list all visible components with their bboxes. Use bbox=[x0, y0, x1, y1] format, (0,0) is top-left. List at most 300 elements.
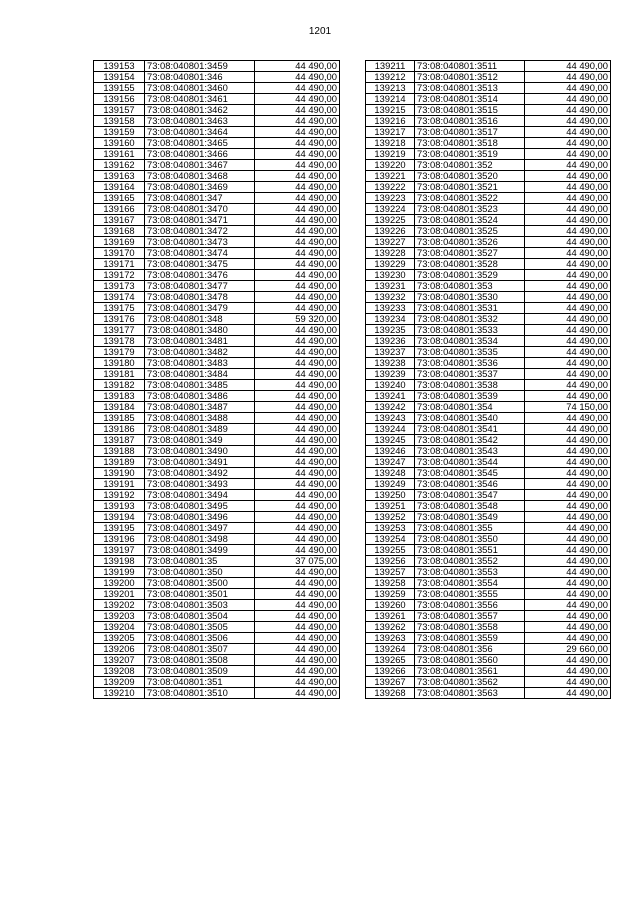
table-row bbox=[366, 336, 611, 347]
cadastral-number-cell: 73:08:040801:347 bbox=[145, 193, 255, 204]
cadastral-number-cell: 73:08:040801:3464 bbox=[145, 127, 255, 138]
table-row bbox=[366, 677, 611, 688]
cadastral-number-cell: 73:08:040801:3514 bbox=[415, 94, 525, 105]
table-row bbox=[366, 94, 611, 105]
table-row bbox=[366, 490, 611, 501]
record-number-cell: 139165 bbox=[94, 193, 145, 204]
value-cell: 44 490,00 bbox=[255, 182, 340, 193]
value-cell: 44 490,00 bbox=[255, 413, 340, 424]
value-cell: 44 490,00 bbox=[525, 556, 611, 567]
table-row bbox=[366, 413, 611, 424]
table-row bbox=[366, 468, 611, 479]
record-number-cell: 139258 bbox=[366, 578, 415, 589]
cadastral-number-cell: 73:08:040801:351 bbox=[145, 677, 255, 688]
cadastral-number-cell: 73:08:040801:3513 bbox=[415, 83, 525, 94]
value-cell: 44 490,00 bbox=[255, 336, 340, 347]
cadastral-number-cell: 73:08:040801:3506 bbox=[145, 633, 255, 644]
record-number-cell: 139188 bbox=[94, 446, 145, 457]
value-cell: 44 490,00 bbox=[255, 468, 340, 479]
record-number-cell: 139187 bbox=[94, 435, 145, 446]
table-row bbox=[366, 523, 611, 534]
record-number-cell: 139164 bbox=[94, 182, 145, 193]
table-row bbox=[94, 61, 340, 72]
value-cell: 44 490,00 bbox=[255, 193, 340, 204]
record-number-cell: 139203 bbox=[94, 611, 145, 622]
cadastral-number-cell: 73:08:040801:3491 bbox=[145, 457, 255, 468]
value-cell: 44 490,00 bbox=[255, 226, 340, 237]
record-number-cell: 139260 bbox=[366, 600, 415, 611]
cadastral-number-cell: 73:08:040801:3544 bbox=[415, 457, 525, 468]
table-row bbox=[366, 446, 611, 457]
record-number-cell: 139182 bbox=[94, 380, 145, 391]
table-row bbox=[366, 611, 611, 622]
record-number-cell: 139212 bbox=[366, 72, 415, 83]
record-number-cell: 139246 bbox=[366, 446, 415, 457]
cadastral-number-cell: 73:08:040801:3472 bbox=[145, 226, 255, 237]
value-cell: 44 490,00 bbox=[255, 127, 340, 138]
record-number-cell: 139236 bbox=[366, 336, 415, 347]
table-row bbox=[366, 325, 611, 336]
value-cell: 44 490,00 bbox=[525, 270, 611, 281]
record-number-cell: 139228 bbox=[366, 248, 415, 259]
table-row bbox=[366, 226, 611, 237]
table-row bbox=[366, 314, 611, 325]
table-row bbox=[94, 281, 340, 292]
table-row bbox=[366, 270, 611, 281]
record-number-cell: 139204 bbox=[94, 622, 145, 633]
cadastral-number-cell: 73:08:040801:3474 bbox=[145, 248, 255, 259]
table-row bbox=[366, 303, 611, 314]
value-cell: 44 490,00 bbox=[525, 578, 611, 589]
value-cell: 44 490,00 bbox=[525, 358, 611, 369]
value-cell: 29 660,00 bbox=[525, 644, 611, 655]
cadastral-number-cell: 73:08:040801:3498 bbox=[145, 534, 255, 545]
record-number-cell: 139192 bbox=[94, 490, 145, 501]
table-row bbox=[94, 644, 340, 655]
value-cell: 44 490,00 bbox=[525, 72, 611, 83]
value-cell: 44 490,00 bbox=[255, 116, 340, 127]
table-row bbox=[94, 182, 340, 193]
value-cell: 44 490,00 bbox=[255, 215, 340, 226]
record-number-cell: 139224 bbox=[366, 204, 415, 215]
cadastral-number-cell: 73:08:040801:356 bbox=[415, 644, 525, 655]
value-cell: 44 490,00 bbox=[255, 72, 340, 83]
record-number-cell: 139238 bbox=[366, 358, 415, 369]
value-cell: 44 490,00 bbox=[255, 622, 340, 633]
record-number-cell: 139207 bbox=[94, 655, 145, 666]
table-row bbox=[366, 347, 611, 358]
record-number-cell: 139158 bbox=[94, 116, 145, 127]
page-number: 1201 bbox=[308, 26, 332, 37]
record-number-cell: 139189 bbox=[94, 457, 145, 468]
cadastral-number-cell: 73:08:040801:3542 bbox=[415, 435, 525, 446]
record-number-cell: 139183 bbox=[94, 391, 145, 402]
record-number-cell: 139256 bbox=[366, 556, 415, 567]
value-cell: 44 490,00 bbox=[255, 611, 340, 622]
table-row bbox=[94, 204, 340, 215]
value-cell: 44 490,00 bbox=[525, 424, 611, 435]
cadastral-number-cell: 73:08:040801:3511 bbox=[415, 61, 525, 72]
cadastral-number-cell: 73:08:040801:3487 bbox=[145, 402, 255, 413]
record-number-cell: 139157 bbox=[94, 105, 145, 116]
record-number-cell: 139247 bbox=[366, 457, 415, 468]
value-cell: 44 490,00 bbox=[255, 688, 340, 699]
record-number-cell: 139171 bbox=[94, 259, 145, 270]
table-row bbox=[94, 94, 340, 105]
record-number-cell: 139174 bbox=[94, 292, 145, 303]
cadastral-number-cell: 73:08:040801:3466 bbox=[145, 149, 255, 160]
value-cell: 44 490,00 bbox=[525, 501, 611, 512]
table-row bbox=[94, 666, 340, 677]
value-cell: 44 490,00 bbox=[525, 193, 611, 204]
record-number-cell: 139257 bbox=[366, 567, 415, 578]
value-cell: 44 490,00 bbox=[255, 666, 340, 677]
table-row bbox=[366, 424, 611, 435]
value-cell: 44 490,00 bbox=[525, 105, 611, 116]
cadastral-number-cell: 73:08:040801:3473 bbox=[145, 237, 255, 248]
record-number-cell: 139160 bbox=[94, 138, 145, 149]
value-cell: 44 490,00 bbox=[525, 490, 611, 501]
cadastral-number-cell: 73:08:040801:3540 bbox=[415, 413, 525, 424]
cadastral-number-cell: 73:08:040801:3497 bbox=[145, 523, 255, 534]
table-row bbox=[94, 237, 340, 248]
value-cell: 44 490,00 bbox=[525, 149, 611, 160]
cadastral-number-cell: 73:08:040801:3515 bbox=[415, 105, 525, 116]
record-number-cell: 139262 bbox=[366, 622, 415, 633]
value-cell: 44 490,00 bbox=[255, 391, 340, 402]
table-row bbox=[366, 204, 611, 215]
table-row bbox=[94, 160, 340, 171]
value-cell: 44 490,00 bbox=[525, 138, 611, 149]
record-number-cell: 139231 bbox=[366, 281, 415, 292]
table-row bbox=[94, 556, 340, 567]
record-number-cell: 139193 bbox=[94, 501, 145, 512]
record-number-cell: 139259 bbox=[366, 589, 415, 600]
record-number-cell: 139170 bbox=[94, 248, 145, 259]
record-number-cell: 139268 bbox=[366, 688, 415, 699]
value-cell: 44 490,00 bbox=[525, 633, 611, 644]
cadastral-number-cell: 73:08:040801:3479 bbox=[145, 303, 255, 314]
value-cell: 44 490,00 bbox=[525, 226, 611, 237]
cadastral-number-cell: 73:08:040801:3503 bbox=[145, 600, 255, 611]
table-row bbox=[94, 424, 340, 435]
cadastral-number-cell: 73:08:040801:3546 bbox=[415, 479, 525, 490]
table-row bbox=[366, 534, 611, 545]
value-cell: 44 490,00 bbox=[525, 314, 611, 325]
record-number-cell: 139211 bbox=[366, 61, 415, 72]
cadastral-number-cell: 73:08:040801:3477 bbox=[145, 281, 255, 292]
record-number-cell: 139248 bbox=[366, 468, 415, 479]
cadastral-number-cell: 73:08:040801:3553 bbox=[415, 567, 525, 578]
cadastral-number-cell: 73:08:040801:3535 bbox=[415, 347, 525, 358]
cadastral-number-cell: 73:08:040801:3518 bbox=[415, 138, 525, 149]
record-number-cell: 139154 bbox=[94, 72, 145, 83]
record-number-cell: 139168 bbox=[94, 226, 145, 237]
value-cell: 44 490,00 bbox=[525, 413, 611, 424]
cadastral-number-cell: 73:08:040801:3482 bbox=[145, 347, 255, 358]
cadastral-number-cell: 73:08:040801:3534 bbox=[415, 336, 525, 347]
value-cell: 44 490,00 bbox=[255, 655, 340, 666]
table-row bbox=[366, 171, 611, 182]
value-cell: 44 490,00 bbox=[255, 138, 340, 149]
left-table-body bbox=[94, 61, 340, 699]
cadastral-number-cell: 73:08:040801:3496 bbox=[145, 512, 255, 523]
value-cell: 44 490,00 bbox=[255, 589, 340, 600]
value-cell: 44 490,00 bbox=[255, 358, 340, 369]
cadastral-number-cell: 73:08:040801:3557 bbox=[415, 611, 525, 622]
right-registry-table bbox=[365, 60, 611, 699]
record-number-cell: 139245 bbox=[366, 435, 415, 446]
cadastral-number-cell: 73:08:040801:3523 bbox=[415, 204, 525, 215]
table-row bbox=[94, 413, 340, 424]
record-number-cell: 139233 bbox=[366, 303, 415, 314]
cadastral-number-cell: 73:08:040801:3551 bbox=[415, 545, 525, 556]
table-row bbox=[366, 457, 611, 468]
record-number-cell: 139167 bbox=[94, 215, 145, 226]
cadastral-number-cell: 73:08:040801:3499 bbox=[145, 545, 255, 556]
record-number-cell: 139210 bbox=[94, 688, 145, 699]
value-cell: 44 490,00 bbox=[525, 83, 611, 94]
table-row bbox=[94, 193, 340, 204]
value-cell: 59 320,00 bbox=[255, 314, 340, 325]
record-number-cell: 139156 bbox=[94, 94, 145, 105]
table-row bbox=[366, 622, 611, 633]
record-number-cell: 139226 bbox=[366, 226, 415, 237]
table-row bbox=[94, 578, 340, 589]
value-cell: 44 490,00 bbox=[525, 666, 611, 677]
cadastral-number-cell: 73:08:040801:3548 bbox=[415, 501, 525, 512]
table-row bbox=[366, 116, 611, 127]
value-cell: 44 490,00 bbox=[255, 281, 340, 292]
table-row bbox=[366, 633, 611, 644]
table-row bbox=[366, 182, 611, 193]
record-number-cell: 139205 bbox=[94, 633, 145, 644]
cadastral-number-cell: 73:08:040801:3530 bbox=[415, 292, 525, 303]
cadastral-number-cell: 73:08:040801:3494 bbox=[145, 490, 255, 501]
record-number-cell: 139179 bbox=[94, 347, 145, 358]
cadastral-number-cell: 73:08:040801:3559 bbox=[415, 633, 525, 644]
cadastral-number-cell: 73:08:040801:3481 bbox=[145, 336, 255, 347]
table-row bbox=[366, 545, 611, 556]
cadastral-number-cell: 73:08:040801:3541 bbox=[415, 424, 525, 435]
value-cell: 44 490,00 bbox=[525, 446, 611, 457]
value-cell: 44 490,00 bbox=[255, 94, 340, 105]
value-cell: 44 490,00 bbox=[255, 61, 340, 72]
record-number-cell: 139221 bbox=[366, 171, 415, 182]
record-number-cell: 139249 bbox=[366, 479, 415, 490]
record-number-cell: 139161 bbox=[94, 149, 145, 160]
value-cell: 44 490,00 bbox=[525, 94, 611, 105]
right-table-body bbox=[366, 61, 611, 699]
table-row bbox=[94, 358, 340, 369]
value-cell: 44 490,00 bbox=[255, 435, 340, 446]
cadastral-number-cell: 73:08:040801:3537 bbox=[415, 369, 525, 380]
record-number-cell: 139162 bbox=[94, 160, 145, 171]
value-cell: 44 490,00 bbox=[525, 182, 611, 193]
value-cell: 44 490,00 bbox=[255, 644, 340, 655]
value-cell: 44 490,00 bbox=[525, 116, 611, 127]
cadastral-number-cell: 73:08:040801:3467 bbox=[145, 160, 255, 171]
record-number-cell: 139208 bbox=[94, 666, 145, 677]
value-cell: 44 490,00 bbox=[525, 171, 611, 182]
cadastral-number-cell: 73:08:040801:3562 bbox=[415, 677, 525, 688]
table-row bbox=[94, 523, 340, 534]
table-row bbox=[366, 556, 611, 567]
cadastral-number-cell: 73:08:040801:3525 bbox=[415, 226, 525, 237]
cadastral-number-cell: 73:08:040801:3476 bbox=[145, 270, 255, 281]
cadastral-number-cell: 73:08:040801:3536 bbox=[415, 358, 525, 369]
value-cell: 44 490,00 bbox=[255, 534, 340, 545]
cadastral-number-cell: 73:08:040801:3556 bbox=[415, 600, 525, 611]
value-cell: 37 075,00 bbox=[255, 556, 340, 567]
value-cell: 44 490,00 bbox=[525, 622, 611, 633]
table-row bbox=[366, 193, 611, 204]
table-row bbox=[94, 501, 340, 512]
cadastral-number-cell: 73:08:040801:3462 bbox=[145, 105, 255, 116]
value-cell: 44 490,00 bbox=[255, 248, 340, 259]
value-cell: 44 490,00 bbox=[255, 490, 340, 501]
record-number-cell: 139234 bbox=[366, 314, 415, 325]
value-cell: 44 490,00 bbox=[525, 380, 611, 391]
table-row bbox=[94, 83, 340, 94]
cadastral-number-cell: 73:08:040801:3563 bbox=[415, 688, 525, 699]
value-cell: 44 490,00 bbox=[255, 567, 340, 578]
value-cell: 44 490,00 bbox=[525, 512, 611, 523]
value-cell: 44 490,00 bbox=[525, 523, 611, 534]
table-row bbox=[366, 688, 611, 699]
cadastral-number-cell: 73:08:040801:3505 bbox=[145, 622, 255, 633]
value-cell: 44 490,00 bbox=[525, 688, 611, 699]
table-row bbox=[366, 237, 611, 248]
record-number-cell: 139222 bbox=[366, 182, 415, 193]
table-row bbox=[94, 655, 340, 666]
cadastral-number-cell: 73:08:040801:3521 bbox=[415, 182, 525, 193]
cadastral-number-cell: 73:08:040801:355 bbox=[415, 523, 525, 534]
record-number-cell: 139254 bbox=[366, 534, 415, 545]
record-number-cell: 139190 bbox=[94, 468, 145, 479]
value-cell: 44 490,00 bbox=[255, 578, 340, 589]
value-cell: 44 490,00 bbox=[525, 215, 611, 226]
value-cell: 44 490,00 bbox=[255, 270, 340, 281]
cadastral-number-cell: 73:08:040801:3549 bbox=[415, 512, 525, 523]
table-row bbox=[366, 369, 611, 380]
value-cell: 44 490,00 bbox=[255, 545, 340, 556]
cadastral-number-cell: 73:08:040801:3558 bbox=[415, 622, 525, 633]
record-number-cell: 139264 bbox=[366, 644, 415, 655]
table-row bbox=[94, 600, 340, 611]
record-number-cell: 139196 bbox=[94, 534, 145, 545]
value-cell: 44 490,00 bbox=[525, 204, 611, 215]
table-row bbox=[94, 402, 340, 413]
record-number-cell: 139214 bbox=[366, 94, 415, 105]
record-number-cell: 139216 bbox=[366, 116, 415, 127]
record-number-cell: 139184 bbox=[94, 402, 145, 413]
cadastral-number-cell: 73:08:040801:3552 bbox=[415, 556, 525, 567]
cadastral-number-cell: 73:08:040801:348 bbox=[145, 314, 255, 325]
value-cell: 44 490,00 bbox=[255, 402, 340, 413]
table-row bbox=[94, 512, 340, 523]
table-row bbox=[366, 666, 611, 677]
cadastral-number-cell: 73:08:040801:346 bbox=[145, 72, 255, 83]
cadastral-number-cell: 73:08:040801:3545 bbox=[415, 468, 525, 479]
value-cell: 44 490,00 bbox=[255, 424, 340, 435]
table-row bbox=[94, 457, 340, 468]
table-row bbox=[94, 292, 340, 303]
table-row bbox=[366, 644, 611, 655]
record-number-cell: 139209 bbox=[94, 677, 145, 688]
cadastral-number-cell: 73:08:040801:3504 bbox=[145, 611, 255, 622]
record-number-cell: 139265 bbox=[366, 655, 415, 666]
cadastral-number-cell: 73:08:040801:3533 bbox=[415, 325, 525, 336]
cadastral-number-cell: 73:08:040801:3495 bbox=[145, 501, 255, 512]
record-number-cell: 139194 bbox=[94, 512, 145, 523]
table-row bbox=[366, 435, 611, 446]
record-number-cell: 139223 bbox=[366, 193, 415, 204]
cadastral-number-cell: 73:08:040801:3520 bbox=[415, 171, 525, 182]
cadastral-number-cell: 73:08:040801:3526 bbox=[415, 237, 525, 248]
value-cell: 44 490,00 bbox=[525, 61, 611, 72]
table-row bbox=[366, 281, 611, 292]
value-cell: 44 490,00 bbox=[255, 303, 340, 314]
table-row bbox=[366, 72, 611, 83]
table-row bbox=[366, 105, 611, 116]
cadastral-number-cell: 73:08:040801:352 bbox=[415, 160, 525, 171]
record-number-cell: 139172 bbox=[94, 270, 145, 281]
table-row bbox=[94, 479, 340, 490]
cadastral-number-cell: 73:08:040801:3489 bbox=[145, 424, 255, 435]
record-number-cell: 139195 bbox=[94, 523, 145, 534]
value-cell: 44 490,00 bbox=[525, 248, 611, 259]
value-cell: 44 490,00 bbox=[255, 105, 340, 116]
table-row bbox=[94, 105, 340, 116]
cadastral-number-cell: 73:08:040801:3539 bbox=[415, 391, 525, 402]
value-cell: 44 490,00 bbox=[255, 171, 340, 182]
value-cell: 44 490,00 bbox=[255, 292, 340, 303]
record-number-cell: 139255 bbox=[366, 545, 415, 556]
cadastral-number-cell: 73:08:040801:349 bbox=[145, 435, 255, 446]
table-row bbox=[94, 347, 340, 358]
value-cell: 44 490,00 bbox=[525, 655, 611, 666]
value-cell: 44 490,00 bbox=[255, 501, 340, 512]
cadastral-number-cell: 73:08:040801:3554 bbox=[415, 578, 525, 589]
value-cell: 44 490,00 bbox=[255, 204, 340, 215]
cadastral-number-cell: 73:08:040801:3468 bbox=[145, 171, 255, 182]
table-row bbox=[366, 600, 611, 611]
record-number-cell: 139263 bbox=[366, 633, 415, 644]
cadastral-number-cell: 73:08:040801:3561 bbox=[415, 666, 525, 677]
value-cell: 44 490,00 bbox=[255, 149, 340, 160]
value-cell: 44 490,00 bbox=[255, 325, 340, 336]
record-number-cell: 139191 bbox=[94, 479, 145, 490]
value-cell: 44 490,00 bbox=[525, 237, 611, 248]
record-number-cell: 139232 bbox=[366, 292, 415, 303]
cadastral-number-cell: 73:08:040801:354 bbox=[415, 402, 525, 413]
cadastral-number-cell: 73:08:040801:3490 bbox=[145, 446, 255, 457]
table-row bbox=[94, 622, 340, 633]
cadastral-number-cell: 73:08:040801:3510 bbox=[145, 688, 255, 699]
table-row bbox=[94, 138, 340, 149]
table-row bbox=[366, 380, 611, 391]
record-number-cell: 139235 bbox=[366, 325, 415, 336]
value-cell: 44 490,00 bbox=[525, 303, 611, 314]
table-row bbox=[94, 534, 340, 545]
value-cell: 44 490,00 bbox=[525, 611, 611, 622]
value-cell: 44 490,00 bbox=[525, 259, 611, 270]
table-row bbox=[366, 589, 611, 600]
value-cell: 44 490,00 bbox=[255, 600, 340, 611]
value-cell: 44 490,00 bbox=[525, 534, 611, 545]
record-number-cell: 139253 bbox=[366, 523, 415, 534]
